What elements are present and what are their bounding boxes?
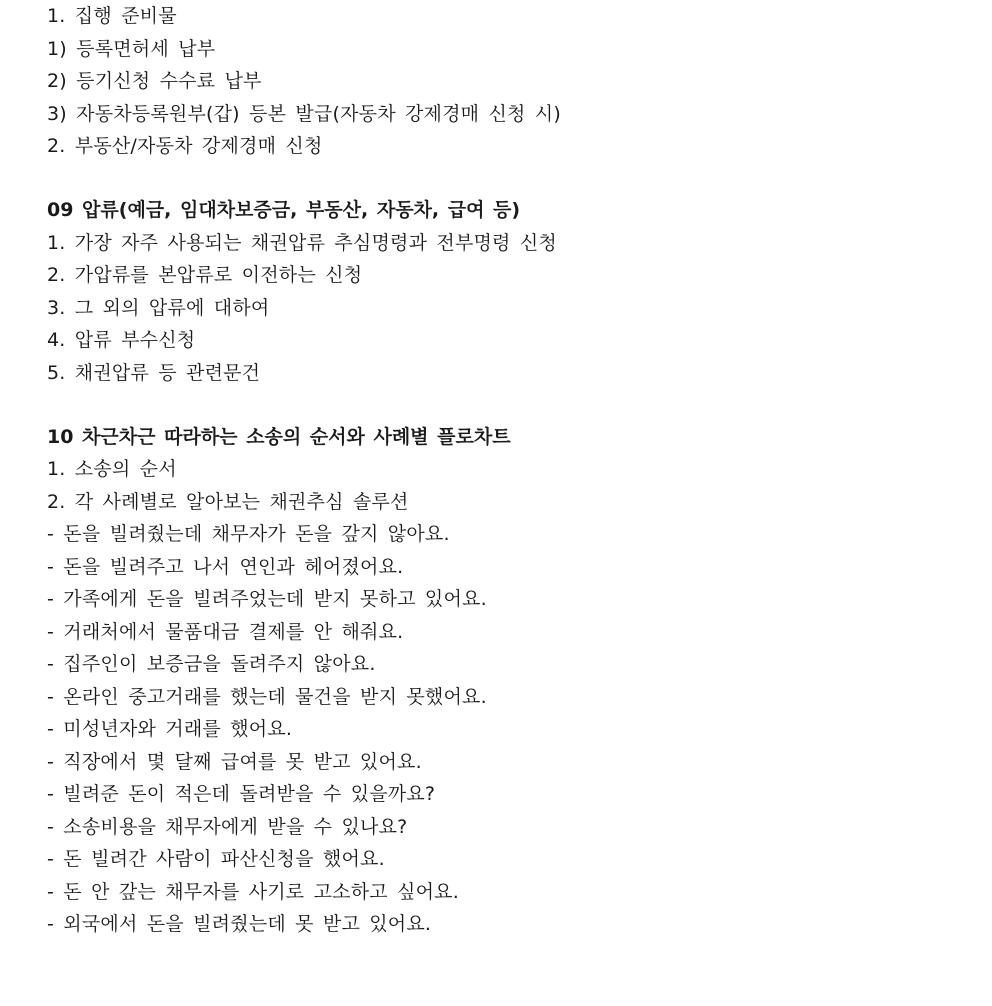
list-item: - 미성년자와 거래를 했어요.: [47, 718, 293, 740]
list-item: - 소송비용을 채무자에게 받을 수 있나요?: [47, 815, 408, 838]
list-item: 2. 가압류를 본압류로 이전하는 신청: [47, 264, 363, 286]
list-item: 1. 가장 자주 사용되는 채권압류 추심명령과 전부명령 신청: [47, 231, 557, 254]
list-item: 3. 그 외의 압류에 대하여: [47, 296, 270, 319]
list-item: 2) 등기신청 수수료 납부: [47, 70, 262, 92]
list-item: 4. 압류 부수신청: [47, 329, 196, 351]
list-item: 1) 등록면허세 납부: [47, 37, 216, 60]
list-item: - 돈 빌려간 사람이 파산신청을 했어요.: [47, 848, 385, 870]
section-heading: 09 압류(예금, 임대차보증금, 부동산, 자동차, 급여 등): [47, 199, 521, 221]
list-item: - 거래처에서 물품대금 결제를 안 해줘요.: [47, 620, 404, 643]
section-gap: [47, 389, 967, 421]
list-item: 5. 채권압류 등 관련문건: [47, 361, 261, 384]
list-item: - 가족에게 돈을 빌려주었는데 받지 못하고 있어요.: [47, 588, 487, 610]
list-item: - 온라인 중고거래를 했는데 물건을 받지 못했어요.: [47, 685, 487, 708]
section-heading: 10 차근차근 따라하는 소송의 순서와 사례별 플로차트: [47, 425, 511, 448]
table-of-contents: [47, 0, 967, 941]
list-item: 1. 집행 준비물: [47, 5, 177, 27]
list-item: 2. 부동산/자동차 강제경매 신청: [47, 135, 323, 157]
list-item: - 돈 안 갚는 채무자를 사기로 고소하고 싶어요.: [47, 880, 459, 903]
list-item: - 집주인이 보증금을 돌려주지 않아요.: [47, 653, 376, 675]
list-item: 3) 자동차등록원부(갑) 등본 발급(자동차 강제경매 신청 시): [47, 102, 561, 125]
section-10: [47, 421, 967, 941]
section-enforcement-prep: [47, 0, 967, 163]
section-09: [47, 194, 967, 389]
list-item: 2. 각 사례별로 알아보는 채권추심 솔루션: [47, 490, 409, 513]
list-item: - 직장에서 몇 달째 급여를 못 받고 있어요.: [47, 750, 422, 773]
section-gap: [47, 163, 967, 195]
list-item: 1. 소송의 순서: [47, 458, 177, 480]
list-item: - 돈을 빌려줬는데 채무자가 돈을 갚지 않아요.: [47, 523, 450, 545]
list-item: - 외국에서 돈을 빌려줬는데 못 받고 있어요.: [47, 913, 432, 935]
list-item: - 돈을 빌려주고 나서 연인과 헤어졌어요.: [47, 555, 404, 578]
list-item: - 빌려준 돈이 적은데 돌려받을 수 있을까요?: [47, 783, 436, 805]
